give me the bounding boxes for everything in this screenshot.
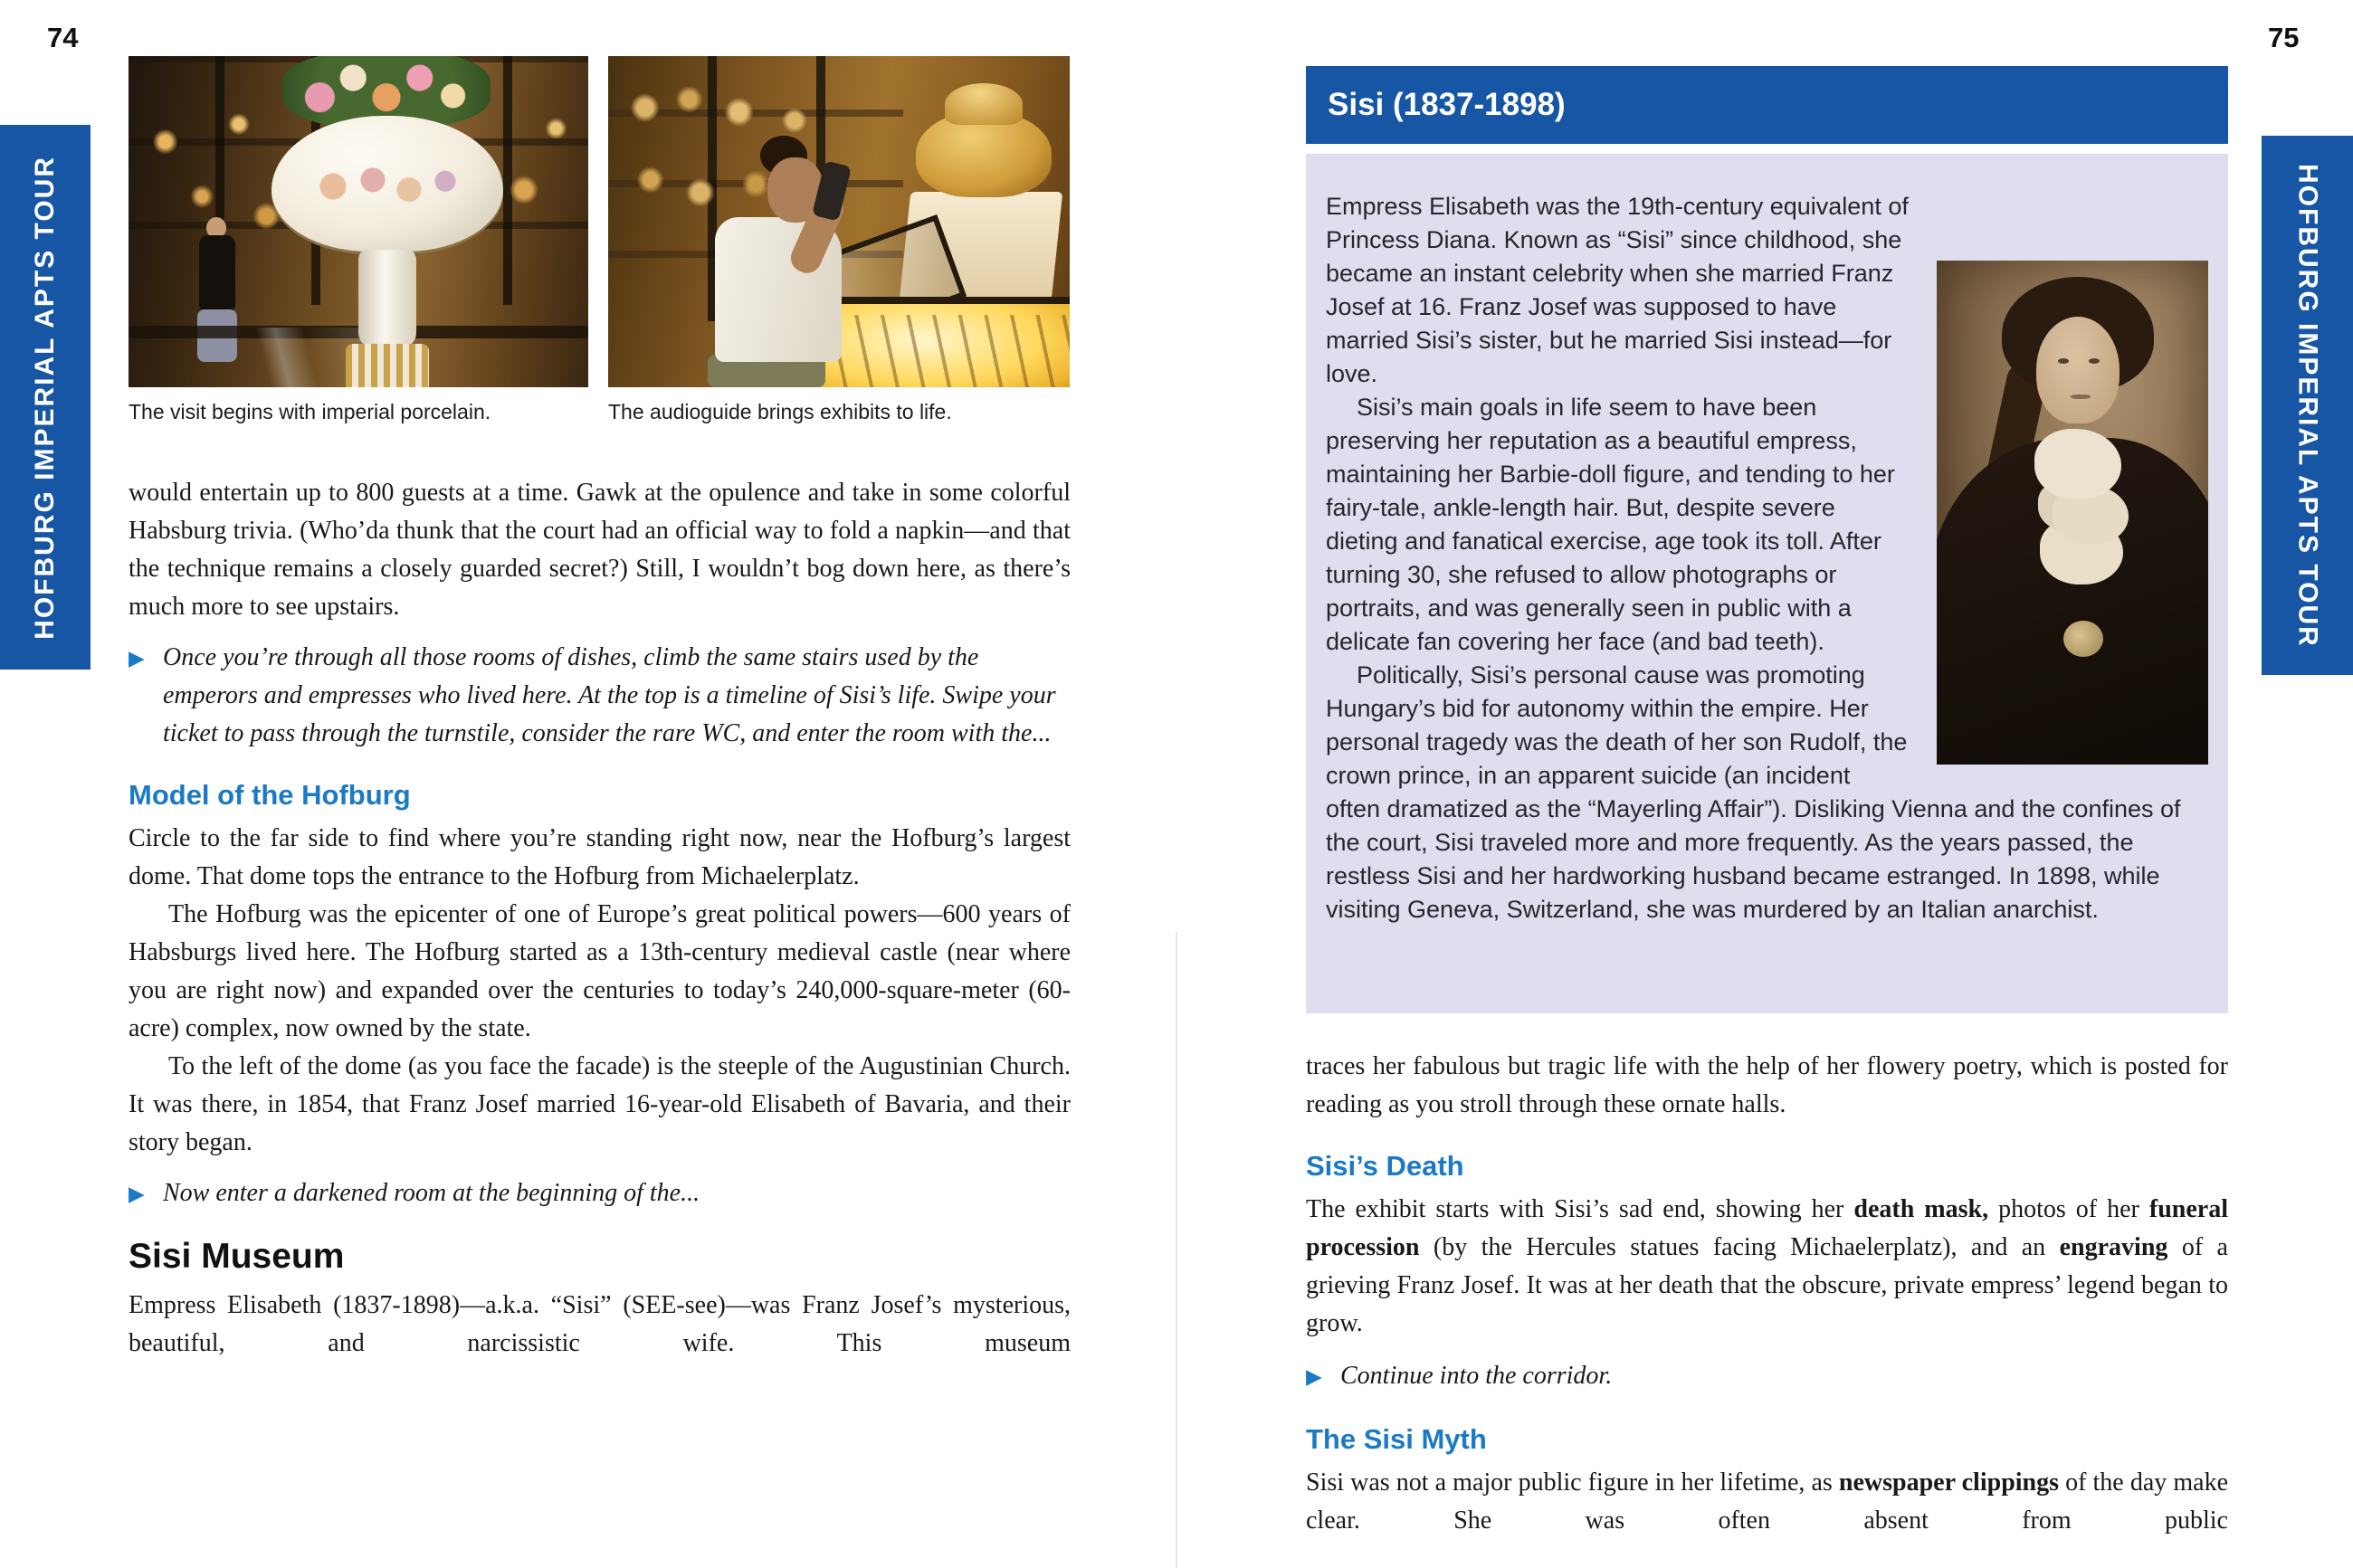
hofburg-paragraph-3: To the left of the dome (as you face the facade) is the steeple of the Augustinian Church. It was there, in 1854, that Franz Josef married 16-year-old Elisabeth of Bavaria, and their story began.: [129, 1052, 1071, 1156]
chapter-tab-right-label: HOFBURG IMPERIAL APTS TOUR: [2292, 163, 2323, 648]
right-text-column: [1306, 1048, 2228, 1540]
tour-direction-text: Once you’re through all those rooms of dishes, climb the same stairs used by the emperors and empresses who lived here. At the top is a timeline of Sisi’s life. Swipe your ticket to pass through the turnstile, consider the rare WC, and enter the room with the...: [163, 643, 1056, 747]
sisi-portrait-photo: [1937, 261, 2208, 765]
tour-direction-text: Now enter a darkened room at the beginning of the...: [163, 1179, 700, 1207]
sisi-myth-paragraph: [1306, 1464, 2228, 1540]
death-text: of a grieving Franz Josef. It was at her death that the obscure, private empress’ legend began to grow.: [1306, 1233, 2228, 1337]
tour-direction-text: Continue into the corridor.: [1340, 1362, 1613, 1390]
bullet-triangle-icon: ▶: [129, 646, 145, 670]
sidebar-header-bar: [1306, 66, 2228, 144]
after-box-paragraph: traces her fabulous but tragic life with the help of her flowery poetry, which is posted for reading as you stroll through these ornate halls.: [1306, 1052, 2228, 1118]
cutlery-rows: [822, 315, 1070, 387]
section-heading-sisis-death: Sisi’s Death: [1306, 1150, 1464, 1182]
sidebar-header-title: Sisi (1837-1898): [1328, 87, 1566, 122]
gold-filigree-band: [346, 344, 429, 387]
portrait-brooch: [2063, 621, 2103, 657]
sisi-museum-paragraph: Empress Elisabeth (1837-1898)—a.k.a. “Sisi” (SEE-see)—was Franz Josef’s mysterious, beautiful, and narcissistic wife. This museum: [129, 1291, 1071, 1357]
portrait-face: [2036, 317, 2120, 423]
death-bold-death-mask: death mask,: [1853, 1195, 1989, 1223]
portrait-mouth: [2071, 394, 2091, 399]
myth-text: Sisi was not a major public figure in her lifetime, as: [1306, 1468, 1839, 1497]
tour-direction-note: [1306, 1357, 2228, 1395]
museum-photo-porcelain: [129, 56, 588, 387]
tour-direction-note: [129, 1174, 1071, 1212]
sidebar-paragraph-2: Sisi’s main goals in life seem to have been preserving her reputation as a beautiful empress, maintaining her Barbie-doll figure, and tending to her fairy-tale, ankle-length hair. But, despite severe dieting and fanatical exercise, age took its toll. After turning 30, she refused to allow photographs or portraits, and was generally seen in public with a delicate fan covering her face (and bad teeth).: [1326, 394, 1895, 655]
gold-tureen-lid: [945, 83, 1023, 125]
hofburg-paragraph-2: The Hofburg was the epicenter of one of Europe’s great political powers—600 years of Habsburgs lived here. The Hofburg started as a 13th-century medieval castle (near where you are right now) and expanded over the centuries to today’s 240,000-square-meter (60-acre) complex, now owned by the state.: [129, 900, 1071, 1042]
chapter-tab-right: [2262, 136, 2353, 675]
sidebar-paragraph-3: Politically, Sisi’s personal cause was promoting Hungary’s bid for autonomy within the empire. Her personal tragedy was the death of her son Rudolf, the crown prince, in an apparent suicide (an incident often dramatized as the “Mayerling Affair”). Disliking Vienna and the confines of the court, Sisi traveled more and more frequently. As the years passed, the restless Sisi and her hardworking husband became estranged. In 1898, while visiting Geneva, Switzerland, she was murdered by an Italian anarchist.: [1326, 661, 2181, 923]
left-text-column: [129, 474, 1071, 1363]
section-heading-sisi-museum: Sisi Museum: [129, 1237, 345, 1276]
myth-bold-newspaper-clippings: newspaper clippings: [1838, 1468, 2060, 1497]
museum-photo-audioguide: [608, 56, 1070, 387]
photo-caption-porcelain: The visit begins with imperial porcelain.: [129, 400, 491, 423]
sidebar-paragraph-1: Empress Elisabeth was the 19th-century equivalent of Princess Diana. Known as “Sisi” since childhood, she became an instant celebrity when she married Franz Josef at 16. Franz Josef was supposed to have married Sisi’s sister, but he married Sisi instead—for love.: [1326, 193, 1909, 387]
section-heading-the-sisi-myth: The Sisi Myth: [1306, 1423, 1487, 1455]
sisis-death-paragraph: [1306, 1191, 2228, 1343]
page-number-left: 74: [47, 22, 79, 53]
photo-caption-audioguide: The audioguide brings exhibits to life.: [608, 400, 952, 423]
myth-text: of the day make clear. She was often absent from public: [1306, 1468, 2228, 1535]
painted-figures-band: [297, 154, 478, 219]
bullet-triangle-icon: ▶: [129, 1182, 145, 1205]
death-text: The exhibit starts with Sisi’s sad end, showing her: [1306, 1195, 1854, 1223]
sisi-sidebar-box: [1306, 154, 2228, 1013]
portrait-eye: [2058, 358, 2069, 364]
death-bold-funeral-procession: funeral procession: [1306, 1195, 2228, 1261]
porcelain-pedestal: [358, 250, 416, 347]
portrait-eye: [2089, 358, 2100, 364]
section-heading-model-of-the-hofburg: Model of the Hofburg: [129, 779, 411, 811]
death-text: photos of her: [1988, 1195, 2149, 1223]
hofburg-paragraph-1: Circle to the far side to find where you’re standing right now, near the Hofburg’s largest dome. That dome tops the entrance to the Hofburg from Michaelerplatz.: [129, 824, 1071, 890]
page-gutter-line: [1176, 932, 1177, 1568]
chapter-tab-left: [0, 125, 90, 670]
chapter-tab-left-label: HOFBURG IMPERIAL APTS TOUR: [30, 155, 60, 640]
death-bold-engraving: engraving: [2059, 1233, 2168, 1261]
bullet-triangle-icon: ▶: [1306, 1364, 1322, 1388]
page-number-right: 75: [2268, 22, 2300, 53]
portrait-lace-jabot: [2034, 429, 2121, 499]
intro-paragraph: would entertain up to 800 guests at a time. Gawk at the opulence and take in some colorful Habsburg trivia. (Who’da thunk that the court had an official way to fold a napkin—and that the technique remains a closely guarded secret?) Still, I wouldn’t bog down here, as there’s much more to see upstairs.: [129, 479, 1071, 621]
visitor-body: [199, 235, 235, 313]
death-text: (by the Hercules statues facing Michaelerplatz), and an: [1419, 1233, 2060, 1261]
tour-direction-note: [129, 639, 1071, 753]
